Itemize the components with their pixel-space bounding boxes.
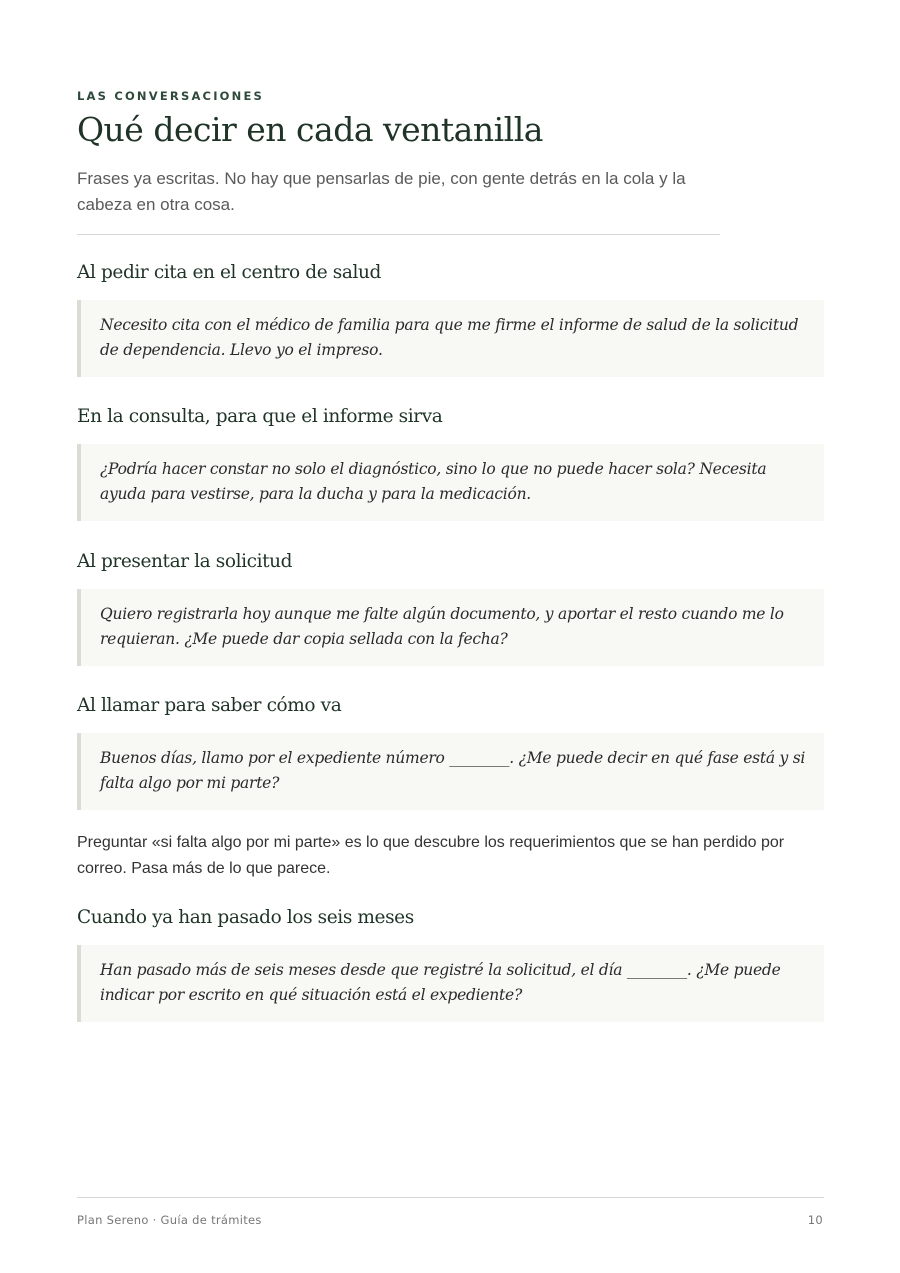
section-eyebrow: LAS CONVERSACIONES	[77, 89, 265, 103]
phrase-section-solicitud	[77, 549, 824, 666]
phrase-quote: Necesito cita con el médico de familia para que me firme el informe de salud de la solicitud de dependencia. Llevo yo el impreso.	[77, 300, 824, 377]
page-lede: Frases ya escritas. No hay que pensarlas de pie, con gente detrás en la cola y la cabeza en otra cosa.	[77, 169, 686, 214]
phrase-section-seis-meses	[77, 905, 824, 1022]
section-heading: En la consulta, para que el informe sirva	[77, 406, 443, 427]
section-heading: Al presentar la solicitud	[77, 551, 293, 572]
tip-paragraph: Preguntar «si falta algo por mi parte» es lo que descubre los requerimientos que se han perdido por correo. Pasa más de lo que parece.	[77, 834, 785, 877]
header-divider	[77, 234, 720, 235]
phrase-section-llamar	[77, 693, 824, 810]
phrase-section-consulta	[77, 404, 824, 521]
phrase-quote: Han pasado más de seis meses desde que registré la solicitud, el día ________. ¿Me puede indicar por escrito en qué situación está el expediente?	[77, 945, 824, 1022]
page-number: 10	[807, 1213, 823, 1227]
phrase-section-cita	[77, 260, 824, 377]
phrase-quote: Buenos días, llamo por el expediente número ________. ¿Me puede decir en qué fase está y si falta algo por mi parte?	[77, 733, 824, 810]
section-heading: Al pedir cita en el centro de salud	[77, 262, 381, 283]
section-heading: Cuando ya han pasado los seis meses	[77, 907, 414, 928]
footer-title: Plan Sereno · Guía de trámites	[77, 1213, 262, 1227]
section-heading: Al llamar para saber cómo va	[77, 695, 342, 716]
phrase-quote: ¿Podría hacer constar no solo el diagnóstico, sino lo que no puede hacer sola? Necesita ayuda para vestirse, para la ducha y para la medicación.	[77, 444, 824, 521]
footer-divider	[77, 1197, 824, 1198]
phrase-quote: Quiero registrarla hoy aunque me falte algún documento, y aportar el resto cuando me lo requieran. ¿Me puede dar copia sellada con la fecha?	[77, 589, 824, 666]
page-title: Qué decir en cada ventanilla	[77, 110, 543, 149]
